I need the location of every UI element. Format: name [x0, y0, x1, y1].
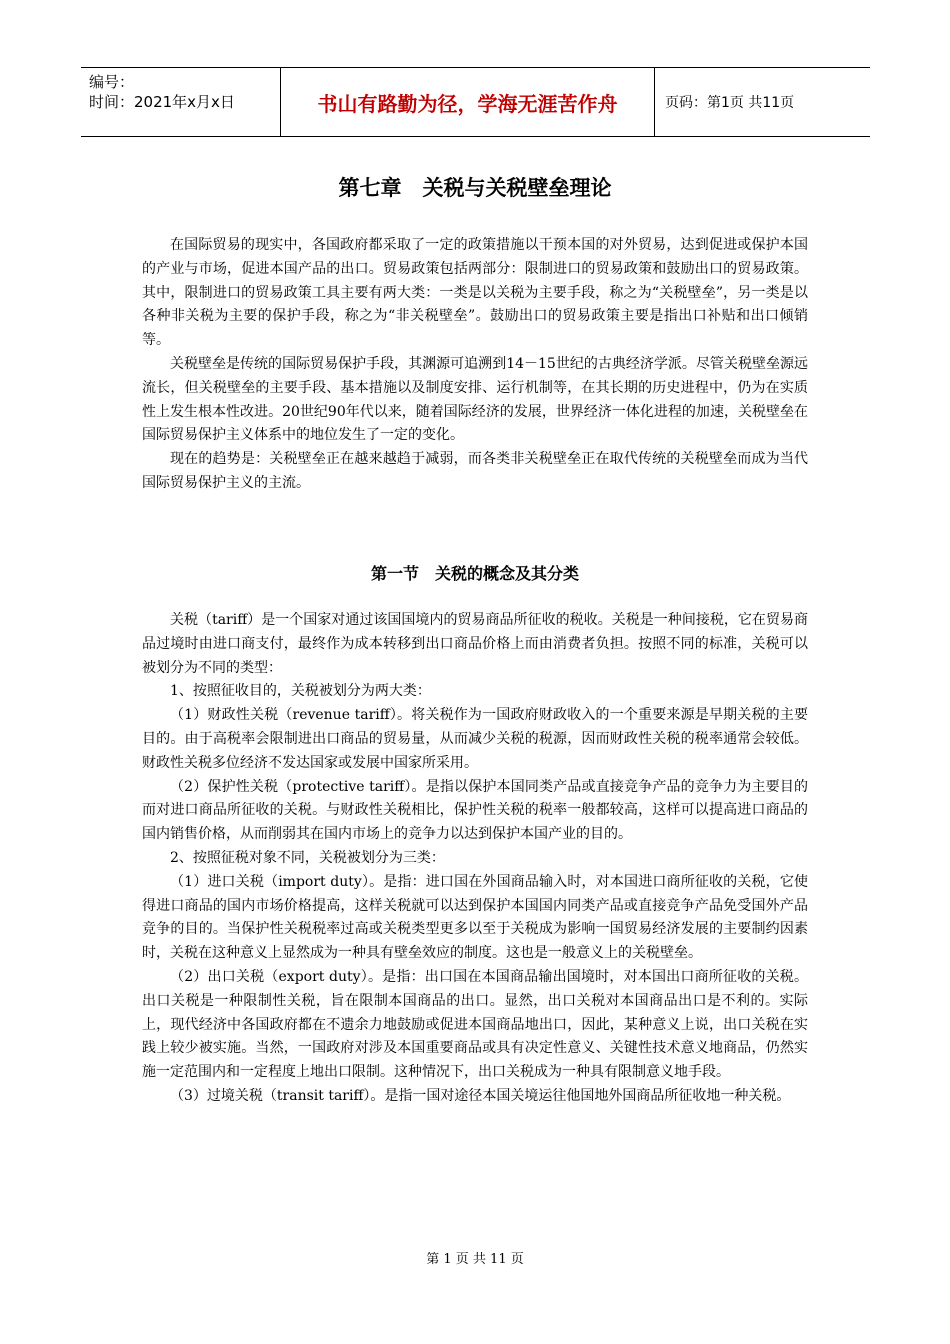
section-body — [142, 609, 808, 1109]
section-title: 第一节 关税的概念及其分类 — [370, 564, 579, 583]
intro-paragraph: 关税壁垒是传统的国际贸易保护手段，其渊源可追溯到14－15世纪的古典经济学派。尽管关税壁垒源远流长，但关税壁垒的主要手段、基本措施以及制度安排、运行机制等，在其长期的历史进程中，仍为在实质性上发生根本性改进。20世纪90年代以来，随着国际经济的发展，世界经济一体化进程的加速，关税壁垒在国际贸易保护主义体系中的地位发生了一定的变化。 — [142, 355, 808, 444]
section-paragraph: （1）财政性关税（revenue tariff）。将关税作为一国政府财政收入的一个重要来源是早期关税的主要目的。由于高税率会限制进出口商品的贸易量，从而减少关税的税源，因而财政性关税的税率通常会较低。财政性关税多位经济不发达国家或发展中国家所采用。 — [142, 707, 808, 771]
chapter-title: 第七章 关税与关税壁垒理论 — [338, 176, 612, 200]
intro-section — [142, 234, 808, 496]
page-header — [81, 67, 870, 137]
section-paragraph: 1、按照征收目的，关税被划分为两大类： — [170, 683, 431, 700]
section-paragraph: 关税（tariff）是一个国家对通过该国国境内的贸易商品所征收的税收。关税是一种间接税，它在贸易商品过境时由进口商支付，最终作为成本转移到出口商品价格上而由消费者负担。按照不同的标准，关税可以被划分为不同的类型： — [142, 612, 808, 676]
section-paragraph: （2）出口关税（export duty）。是指：出口国在本国商品输出国境时，对本国出口商所征收的关税。出口关税是一种限制性关税，旨在限制本国商品的出口。显然，出口关税对本国商品出口是不利的。实际上，现代经济中各国政府都在不遗余力地鼓励或促进本国商品地出口，因此，某种意义上说，出口关税在实践上较少被实施。当然，一国政府对涉及本国重要商品或具有决定性意义、关键性技术意义地商品，仍然实施一定范围内和一定程度上地出口限制。这种情况下，出口关税成为一种具有限制意义地手段。 — [142, 968, 808, 1081]
header-page-info: 页码：第1页 共11页 — [665, 95, 795, 111]
intro-paragraph: 在国际贸易的现实中，各国政府都采取了一定的政策措施以干预本国的对外贸易，达到促进或保护本国的产业与市场，促进本国产品的出口。贸易政策包括两部分：限制进口的贸易政策和鼓励出口的贸易政策。其中，限制进口的贸易政策工具主要有两大类：一类是以关税为主要手段，称之为“关税壁垒”，另一类是以各种非关税为主要的保护手段，称之为“非关税壁垒”。鼓励出口的贸易政策主要是指出口补贴和出口倾销等。 — [142, 237, 808, 349]
page-footer: 第 1 页 共 11 页 — [426, 1252, 524, 1267]
number-label: 编号： — [89, 73, 135, 91]
intro-paragraph: 现在的趋势是：关税壁垒正在越来越趋于减弱，而各类非关税壁垒正在取代传统的关税壁垒而成为当代国际贸易保护主义的主流。 — [142, 451, 808, 491]
section-paragraph: 2、按照征税对象不同，关税被划分为三类： — [170, 849, 445, 866]
section-paragraph: （2）保护性关税（protective tariff）。是指以保护本国同类产品或直接竞争产品的竞争力为主要目的而对进口商品所征收的关税。与财政性关税相比，保护性关税的税率一般都较高，这样可以提高进口商品的国内销售价格，从而削弱其在国内市场上的竞争力以达到保护本国产业的目的。 — [142, 778, 808, 843]
section-paragraph: （3）过境关税（transit tariff）。是指一国对途径本国关境运往他国地外国商品所征收地一种关税。 — [170, 1087, 791, 1104]
date-label: 时间：2021年x月x日 — [89, 93, 235, 111]
section-paragraph: （1）进口关税（import duty）。是指：进口国在外国商品输入时，对本国进口商所征收的关税，它使得进口商品的国内市场价格提高，这样关税就可以达到保护本国国内同类产品或直接竞争产品免受国外产品竞争的目的。当保护性关税税率过高或关税类型更多以至于关税成为影响一国贸易经济发展的主要制约因素时，关税在这种意义上显然成为一种具有壁垒效应的制度。这也是一般意义上的关税壁垒。 — [142, 873, 808, 962]
header-motto: 书山有路勤为径，学海无涯苦作舟 — [281, 68, 655, 136]
header-meta-cell — [81, 68, 281, 136]
